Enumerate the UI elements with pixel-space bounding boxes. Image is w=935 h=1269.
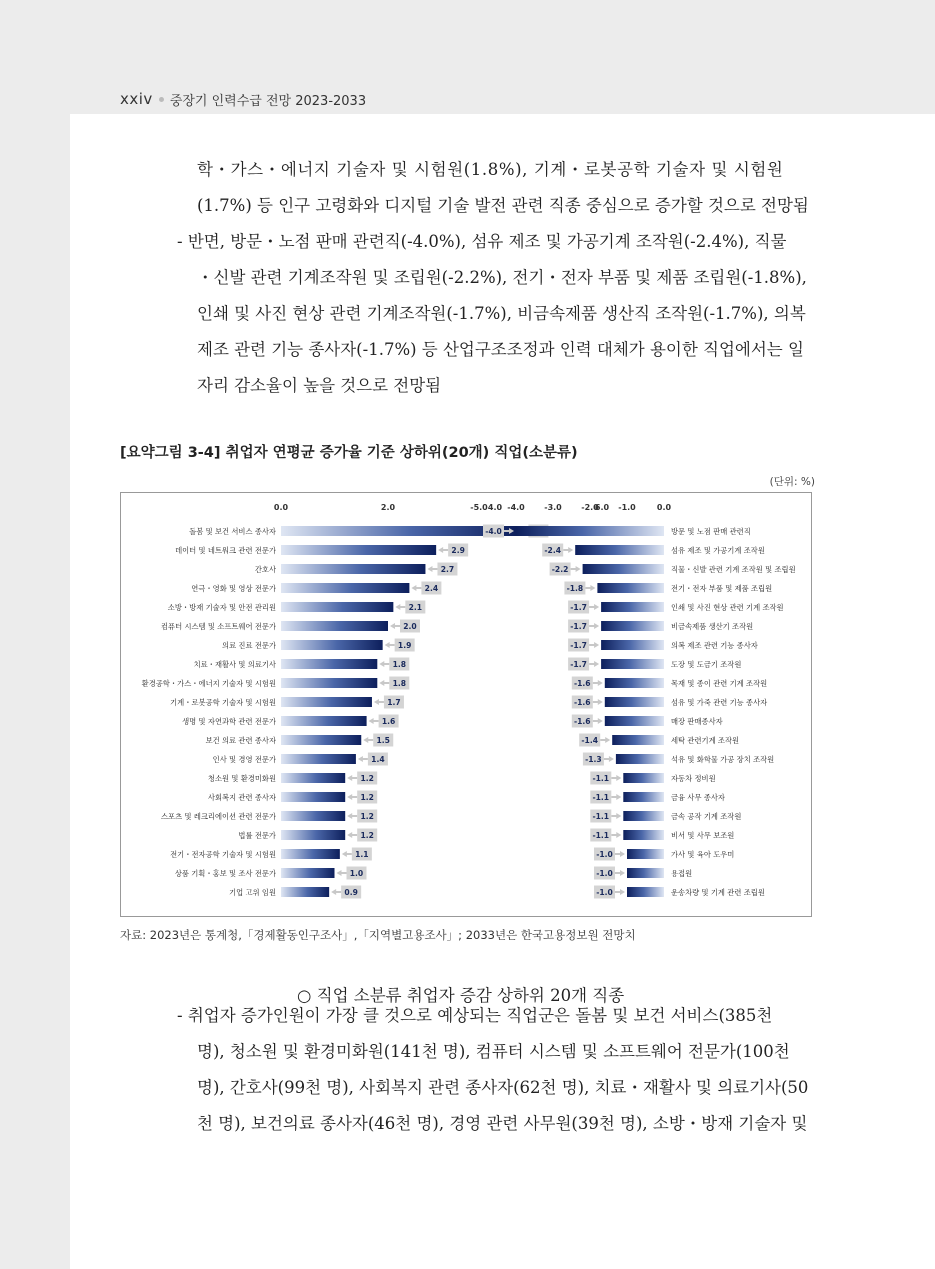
x-tick-label: 0.0: [273, 503, 289, 512]
arrow-shape: [395, 604, 405, 610]
arrow-shape: [337, 870, 347, 876]
bar: [281, 735, 361, 745]
text-line: 학・가스・에너지 기술자 및 시험원(1.8%), 기계・로봇공학 기술자 및 시험원: [197, 160, 784, 179]
arrow-shape: [593, 718, 603, 724]
arrow-shape: [593, 680, 603, 686]
category-label: 가사 및 육아 도우미: [671, 850, 735, 859]
data-label: 2.1: [408, 603, 423, 612]
bar: [281, 640, 383, 650]
bar: [281, 678, 377, 688]
category-label: 상품 기획・홍보 및 조사 전문가: [174, 869, 276, 878]
bar: [601, 640, 664, 650]
category-label: 섬유 및 가죽 관련 기능 종사자: [671, 698, 768, 707]
category-label: 돌봄 및 보건 서비스 종사자: [189, 527, 276, 536]
arrow-shape: [374, 699, 384, 705]
section-heading: ○ 직업 소분류 취업자 증감 상하위 20개 직종: [297, 986, 625, 1005]
x-tick-label: 0.0: [656, 503, 672, 512]
arrow-shape: [379, 661, 389, 667]
text-line: - 반면, 방문・노점 판매 관련직(-4.0%), 섬유 제조 및 가공기계 조작원(-2.4%), 직물: [177, 232, 787, 251]
category-label: 인사 및 경영 전문가: [212, 755, 276, 764]
figure-source: 자료: 2023년은 통계청,「경제활동인구조사」,「지역별고용조사」; 2033년은 한국고용정보원 전망치: [120, 928, 636, 942]
bar: [281, 887, 329, 897]
data-label: 2.4: [424, 584, 439, 593]
data-label: -1.6: [573, 717, 591, 726]
arrow-shape: [604, 756, 614, 762]
data-label: -1.1: [592, 812, 610, 821]
paragraph-bullet-cont: [197, 260, 807, 404]
category-label: 용접원: [671, 869, 693, 878]
text-line: (1.7%) 등 인구 고령화와 디지털 기술 발전 관련 직종 중심으로 증가할 것으로 전망됨: [197, 196, 809, 215]
bar: [627, 868, 664, 878]
data-label: -1.7: [570, 603, 587, 612]
paragraph-top: [197, 152, 809, 224]
data-label: -1.7: [570, 660, 587, 669]
data-label: -1.4: [581, 736, 599, 745]
bar: [605, 697, 664, 707]
category-label: 의복 제조 관련 기능 종사자: [671, 641, 758, 650]
data-label: -1.0: [596, 850, 613, 859]
bar: [601, 621, 664, 631]
bar-chart: [121, 493, 811, 916]
x-tick-label: -4.0: [507, 503, 525, 512]
data-label: -1.1: [592, 774, 610, 783]
text-line: - 취업자 증가인원이 가장 클 것으로 예상되는 직업군은 돌봄 및 보건 서비스(385천: [177, 1006, 773, 1025]
category-label: 금속 공작 기계 조작원: [671, 812, 742, 821]
bar: [281, 545, 436, 555]
bar: [281, 716, 367, 726]
data-label: 1.8: [392, 679, 407, 688]
category-label: 자동차 정비원: [671, 774, 716, 783]
data-label: -1.7: [570, 641, 587, 650]
chart-container: [120, 492, 812, 917]
bar: [281, 792, 345, 802]
arrow-shape: [347, 813, 357, 819]
bar: [623, 773, 664, 783]
category-label: 비금속제품 생산기 조작원: [671, 622, 754, 631]
text-line: 제조 관련 기능 종사자(-1.7%) 등 산업구조조정과 인력 대체가 용이한 직업에서는 일: [197, 340, 804, 359]
separator-dot: [159, 97, 164, 102]
data-label: -2.2: [551, 565, 569, 574]
data-label: -1.3: [585, 755, 602, 764]
category-label: 직물・신발 관련 기계 조작원 및 조립원: [671, 565, 796, 574]
arrow-shape: [589, 623, 599, 629]
arrow-shape: [615, 870, 625, 876]
arrow-shape: [611, 794, 621, 800]
data-label: 1.2: [360, 793, 374, 802]
arrow-shape: [615, 851, 625, 857]
bar: [601, 602, 664, 612]
arrow-shape: [585, 585, 595, 591]
bar: [516, 526, 664, 536]
category-label: 보건 의료 관련 종사자: [205, 736, 276, 745]
data-label: -2.4: [544, 546, 562, 555]
arrow-shape: [385, 642, 395, 648]
x-tick-label: -3.0: [544, 503, 562, 512]
arrow-shape: [571, 566, 581, 572]
category-label: 사회복지 관련 종사자: [207, 793, 276, 802]
category-label: 소방・방재 기술자 및 안전 관리원: [167, 603, 276, 612]
bar: [575, 545, 664, 555]
category-label: 컴퓨터 시스템 및 소프트웨어 전문가: [160, 622, 276, 631]
arrow-shape: [589, 661, 599, 667]
text-line: 인쇄 및 사진 현상 관련 기계조작원(-1.7%), 비금속제품 생산직 조작원(-1.7%), 의복: [197, 304, 806, 323]
category-label: 데이터 및 네트워크 관련 전문가: [175, 546, 276, 555]
arrow-shape: [438, 547, 448, 553]
data-label: 1.7: [387, 698, 401, 707]
bar: [623, 792, 664, 802]
arrow-shape: [611, 775, 621, 781]
bar: [281, 811, 345, 821]
data-label: 1.0: [349, 869, 364, 878]
bar: [281, 697, 372, 707]
arrow-shape: [600, 737, 610, 743]
data-label: -1.6: [573, 698, 591, 707]
data-label: 2.0: [403, 622, 417, 631]
data-label: -1.1: [592, 793, 610, 802]
data-label: 1.2: [360, 831, 374, 840]
figure-title: [요약그림 3-4] 취업자 연평균 증가율 기준 상하위(20개) 직업(소분류): [120, 445, 578, 461]
bar: [597, 583, 664, 593]
data-label: 2.7: [440, 565, 455, 574]
text-line: 명), 청소원 및 환경미화원(141천 명), 컴퓨터 시스템 및 소프트웨어 전문가(100천: [197, 1042, 790, 1061]
text-line: 천 명), 보건의료 종사자(46천 명), 경영 관련 사무원(39천 명), 소방・방재 기술자 및: [197, 1114, 808, 1133]
section-bullet-cont: [197, 1034, 808, 1142]
bar: [605, 716, 664, 726]
bar: [281, 773, 345, 783]
bar: [281, 849, 340, 859]
bar: [281, 526, 516, 536]
arrow-shape: [427, 566, 437, 572]
arrow-shape: [358, 756, 368, 762]
data-label: -1.0: [596, 888, 613, 897]
data-label: 1.6: [381, 717, 396, 726]
x-tick-label: -2.0: [581, 503, 599, 512]
bar: [601, 659, 664, 669]
data-label: 1.9: [397, 641, 412, 650]
category-label: 전기・전자 부품 및 제품 조립원: [671, 584, 773, 593]
category-label: 기계・로봇공학 기술자 및 시험원: [170, 698, 276, 707]
paragraph-bullet: [177, 224, 786, 260]
data-label: -1.1: [592, 831, 610, 840]
data-label: 0.9: [344, 888, 358, 897]
arrow-shape: [611, 832, 621, 838]
arrow-shape: [379, 680, 389, 686]
arrow-shape: [615, 889, 625, 895]
category-label: 환경공학・가스・에너지 기술자 및 시험원: [141, 679, 276, 688]
bar: [605, 678, 664, 688]
data-label: -1.8: [566, 584, 584, 593]
x-tick-label: -5.0: [470, 503, 488, 512]
bar: [281, 602, 393, 612]
category-label: 청소원 및 환경미화원: [207, 774, 276, 783]
category-label: 섬유 제조 및 가공기계 조작원: [671, 546, 765, 555]
category-label: 법률 전문가: [238, 831, 276, 840]
arrow-shape: [563, 547, 573, 553]
category-label: 의료 진료 전문가: [222, 641, 276, 650]
category-label: 전기・전자공학 기술자 및 시험원: [170, 850, 276, 859]
category-label: 목재 및 종이 관련 기계 조작원: [671, 679, 768, 688]
figure-unit: (단위: %): [769, 476, 815, 488]
category-label: 석유 및 화학물 가공 장치 조작원: [671, 755, 775, 764]
bar: [281, 659, 377, 669]
arrow-shape: [369, 718, 379, 724]
bar: [583, 564, 664, 574]
bar: [623, 830, 664, 840]
bar: [627, 849, 664, 859]
arrow-shape: [347, 775, 357, 781]
category-label: 치료・재활사 및 의료기사: [193, 660, 276, 669]
x-tick-label: 2.0: [380, 503, 396, 512]
data-label: -1.7: [570, 622, 587, 631]
arrow-shape: [347, 794, 357, 800]
x-tick-label: -1.0: [618, 503, 636, 512]
book-title: 중장기 인력수급 전망 2023-2033: [169, 93, 367, 109]
arrow-shape: [331, 889, 341, 895]
arrow-shape: [589, 642, 599, 648]
data-label: 1.4: [371, 755, 385, 764]
data-label: 1.5: [376, 736, 390, 745]
data-label: -1.6: [573, 679, 591, 688]
page-number: xxiv: [120, 90, 153, 108]
category-label: 도장 및 도금기 조작원: [671, 660, 742, 669]
category-label: 방문 및 노점 판매 관련직: [671, 527, 751, 536]
category-label: 기업 고위 임원: [229, 888, 276, 897]
bar: [612, 735, 664, 745]
bar: [627, 887, 664, 897]
category-label: 스포츠 및 레크리에이션 관련 전문가: [160, 812, 276, 821]
category-label: 매장 판매종사자: [671, 717, 723, 726]
data-label: -1.0: [596, 869, 613, 878]
arrow-shape: [342, 851, 352, 857]
category-label: 세탁 관련기계 조작원: [671, 736, 740, 745]
bar: [623, 811, 664, 821]
data-label: 1.2: [360, 774, 374, 783]
arrow-shape: [411, 585, 421, 591]
page-header: [120, 88, 366, 110]
arrow-shape: [390, 623, 400, 629]
bar: [281, 621, 388, 631]
data-label: 2.9: [451, 546, 465, 555]
x-tick-label: 4.0: [487, 503, 503, 512]
text-line: 자리 감소율이 높을 것으로 전망됨: [197, 376, 442, 395]
arrow-shape: [589, 604, 599, 610]
category-label: 인쇄 및 사진 현상 관련 기계 조작원: [671, 603, 784, 612]
data-label: 1.2: [360, 812, 374, 821]
category-label: 금융 사무 종사자: [671, 793, 725, 802]
bar: [281, 564, 425, 574]
data-label: -4.0: [485, 527, 502, 536]
bar: [616, 754, 664, 764]
bar: [281, 754, 356, 764]
arrow-shape: [347, 832, 357, 838]
bar: [281, 868, 335, 878]
category-label: 간호사: [254, 565, 276, 574]
arrow-shape: [593, 699, 603, 705]
category-label: 연극・영화 및 영상 전문가: [191, 584, 276, 593]
data-label: 1.1: [355, 850, 369, 859]
text-line: ・신발 관련 기계조작원 및 조립원(-2.2%), 전기・전자 부품 및 제품 조립원(-1.8%),: [197, 268, 807, 287]
category-label: 운송차량 및 기계 관련 조립원: [671, 888, 765, 897]
text-line: 명), 간호사(99천 명), 사회복지 관련 종사자(62천 명), 치료・재활사 및 의료기사(50: [197, 1078, 809, 1097]
section-bullet: [177, 998, 772, 1034]
category-label: 생명 및 자연과학 관련 전문가: [182, 717, 276, 726]
arrow-shape: [363, 737, 373, 743]
bar: [281, 583, 409, 593]
data-label: 1.8: [392, 660, 407, 669]
category-label: 비서 및 사무 보조원: [671, 831, 735, 840]
bar: [281, 830, 345, 840]
x-tick-label: 6.0: [594, 503, 610, 512]
arrow-shape: [611, 813, 621, 819]
